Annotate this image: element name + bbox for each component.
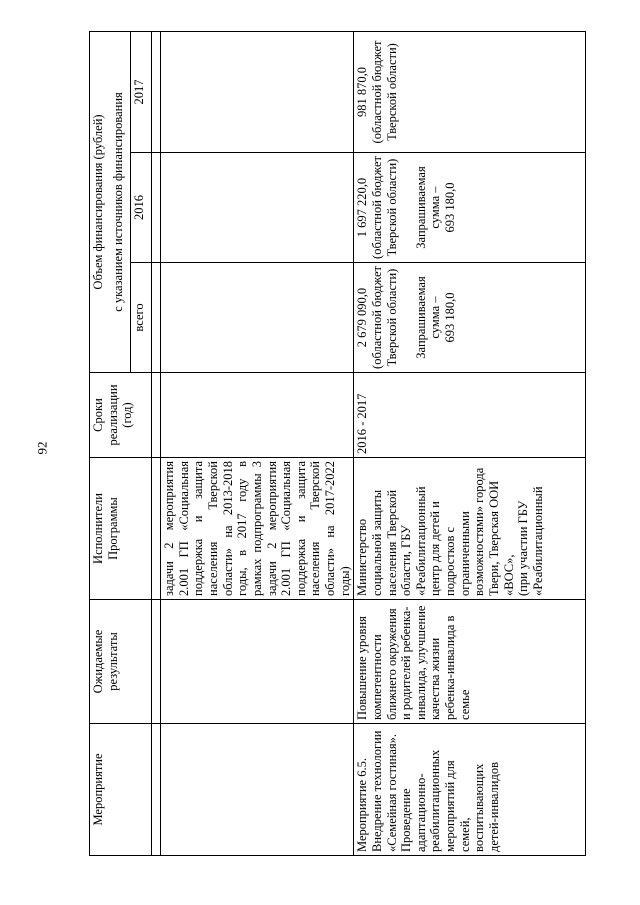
- cell-total: [161, 263, 354, 373]
- cell-executors: Министерство социальной защиты населения Тверской области, ГБУ «Реабилитационный центр для детей и подростков с ограниченными возможностями» города Твери, Тверская ООИ «ВОС», (при участии ГБУ «Реабилитационный: [354, 458, 586, 600]
- cell-activity: [161, 724, 354, 856]
- header-terms: Сроки реализации (год): [90, 373, 152, 458]
- cell-2016: [161, 153, 354, 263]
- table-row: [354, 31, 586, 855]
- header-funding-sub: с указанием источников финансирования: [110, 31, 131, 372]
- header-total: всего: [131, 263, 152, 373]
- cell-results: Повышение уровня компетентности ближнего окружения и родителей ребенка-инвалида, улучшение качества жизни ребенка-инвалида в семье: [354, 600, 586, 724]
- cell-results: [161, 600, 354, 724]
- rotated-table-container: [89, 32, 586, 856]
- cell-2017: 981 870,0 (областной бюджет Тверской области): [354, 31, 586, 152]
- cell-2016: 1 697 220,0 (областной бюджет Тверской области) Запрашиваемая сумма – 693 180,0: [354, 153, 586, 263]
- header-executors: Исполнители Программы: [90, 458, 152, 600]
- page-number: 92: [34, 441, 50, 455]
- cell-activity: Мероприятие 6.5. Внедрение технологии «Семейная гостиная». Проведение адаптационно-реабилитационных мероприятий для семей, воспитывающих детей-инвалидов: [354, 724, 586, 856]
- header-activity: Мероприятие: [90, 724, 152, 856]
- funding-table: [89, 31, 586, 856]
- cell-executors: задачи 2 мероприятия 2.001 ГП «Социальная поддержка и защита населения Тверской области» на 2013-2018 годы, в 2017 году в рамках подпрограммы 3 задачи 2 мероприятия 2.001 ГП «Социальная поддержка и защита населения Тверской области» на 2017-2022 годы): [161, 458, 354, 600]
- header-results: Ожидаемые результаты: [90, 600, 152, 724]
- header-2017: 2017: [131, 31, 152, 152]
- table-row: [161, 31, 354, 855]
- cell-2017: [161, 31, 354, 152]
- header-funding: Объем финансирования (рублей): [90, 31, 111, 372]
- header-row-1: [90, 31, 111, 855]
- spacer-row: [152, 31, 161, 855]
- cell-total: 2 679 090,0 (областной бюджет Тверской области) Запрашиваемая сумма – 693 180,0: [354, 263, 586, 373]
- header-2016: 2016: [131, 153, 152, 263]
- cell-terms: 2016 - 2017: [354, 373, 586, 458]
- cell-terms: [161, 373, 354, 458]
